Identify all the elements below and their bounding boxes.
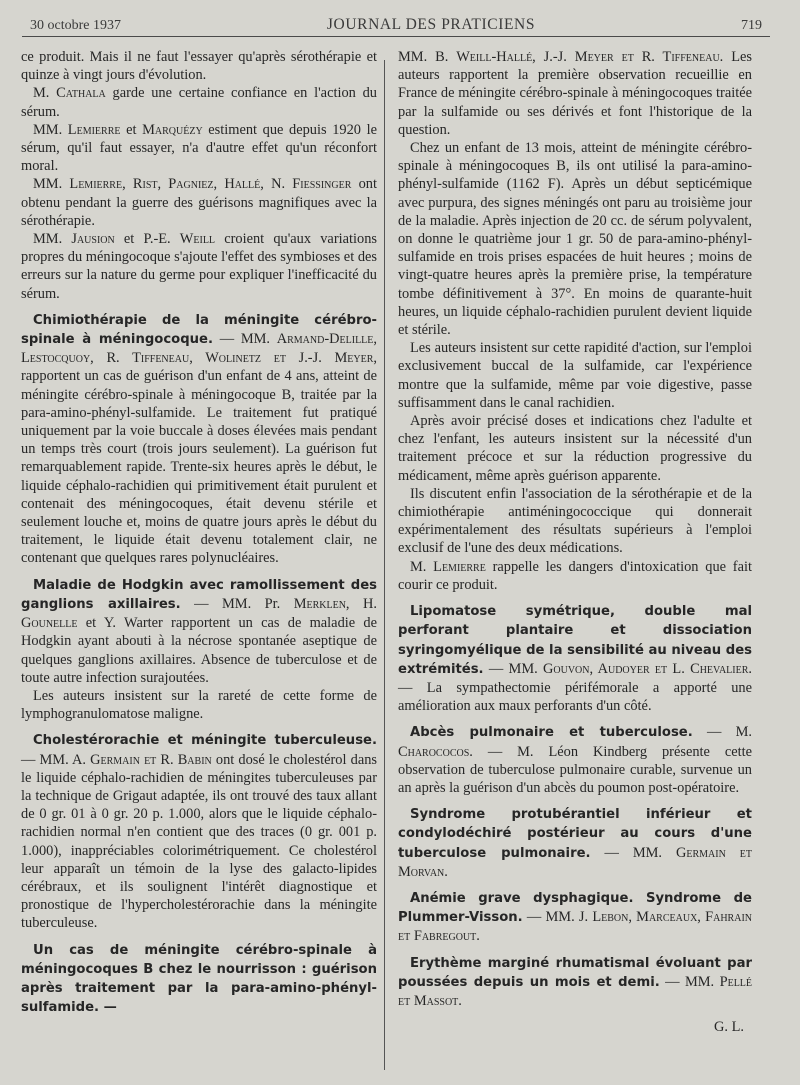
paragraph: MM. B. Weill-Hallé, J.-J. Meyer et R. Tiffeneau. Les auteurs rapportent la première observation recueillie en France de méningite cérébro-spinale à méningocoques traitée par la sulfamide ou ses dérivés et font l'historique de la question. [398,49,752,138]
article: Maladie de Hodgkin avec ramollissement des ganglions axillaires. — MM. Pr. Merklen, H. Gounelle et Y. Warter rapportent un cas de maladie de Hodgkin ayant abouti à la nécrose spontanée aseptique de quelques ganglions axillaires. Absence de tuberculose et de toute autre infection surajoutées. [21,577,377,686]
article-heading: Abcès pulmonaire et tuberculose. [410,725,693,741]
article: Anémie grave dysphagique. Syndrome de Plummer-Visson. — MM. J. Lebon, Marceaux, Fahrain et Fabregout. [398,890,752,945]
paragraph: MM. Lemierre, Rist, Pagniez, Hallé, N. Fiessinger ont obtenu pendant la guerre des guérisons magnifiques avec la sérothérapie. [21,176,377,229]
signature: G. L. [714,1019,744,1036]
header-date: 30 octobre 1937 [30,18,121,33]
paragraph: ce produit. Mais il ne faut l'essayer qu'après sérothérapie et quinze à vingt jours d'évolution. [21,49,377,84]
article-heading: Lipomatose symétrique, double mal perforant plantaire et dissociation syringomyélique de la sensibilité au niveau des extrémités. [398,604,752,677]
paragraph: MM. Jausion et P.-E. Weill croient qu'aux variations propres du méningocoque s'ajoute l'effet des symbioses et des erreurs sur la nature du germe pour expliquer l'inefficacité du sérum. [21,231,377,302]
right-column [398,48,752,1036]
paragraph: Chez un enfant de 13 mois, atteint de méningite cérébro-spinale à méningocoques B, ils ont utilisé la para-amino-phényl-sulfamide (1162 F). Après un début septicémique avec purpura, des signes méningés ont paru au troisième jour de la maladie. Après injection de 20 cc. de sérum polyvalent, on donne le quatrième jour 1 gr. 50 de para-amino-phényl-sulfamide en trois prises espacées de huit heures ; moins de vingt-quatre heures après la première prise, la température tombe définitivement à 37°. En moins de quarante-huit heures, un liquide céphalo-rachidien purulent devient liquide et stérile. [398,140,752,339]
article-heading: Un cas de méningite cérébro-spinale à méningocoques B chez le nourrisson : guérison après traitement par la para-amino-phényl-sulfamide. — [21,942,377,1016]
journal-title: JOURNAL DES PRATICIENS [326,16,536,33]
article: Erythème marginé rhumatismal évoluant par poussées depuis un mois et demi. — MM. Pellé et Massot. [398,955,753,1009]
paragraph: M. Cathala garde une certaine confiance en l'action du sérum. [21,85,377,120]
paragraph: Ils discutent enfin l'association de la sérothérapie et de la chimiothérapie antiméningococcique qui donnerait expérimentalement des résultats supérieurs à l'emploi exclusif de l'une des deux médications. [398,485,752,557]
article [21,941,377,1018]
paragraph: M. Lemierre rappelle les dangers d'intoxication que fait courir ce produit. [398,558,752,593]
paragraph: Les auteurs insistent sur cette rapidité d'action, sur l'emploi exclusivement buccal de la sulfamide, car l'expérience montre que la sulfamide, même par voie digestive, passe suffisamment dans le canal rachidien. [398,340,752,411]
article: Chimiothérapie de la méningite cérébro-spinale à méningocoque. — MM. Armand-Delille, Lestocquoy, R. Tiffeneau, Wolinetz et J.-J. Meyer, rapportent un cas de guérison d'un enfant de 4 ans, atteint de méningite cérébro-spinale à méningocoque B, traitée par la para-amino-phényl-sulfamide. Le traitement fut pratiqué uniquement par la voie buccale à doses élevées mais pendant un temps très court (trois jours seulement). La guérison fut remarquablement rapide. Trente-six heures après le début, le liquide céphalo-rachidien qui primitivement était purulent et contenait des méningocoques, était devenu stérile et seulement louche et, moins de quatre jours après le début du traitement, le liquide était devenu totalement clair, ne contenant que quelques rares polynucléaires. [21,312,377,567]
article-heading: Maladie de Hodgkin avec ramollissement des ganglions axillaires. [21,577,377,612]
article: Abcès pulmonaire et tuberculose. — M. Charococos. — M. Léon Kindberg présente cette observation de tuberculose pulmonaire curable, survenue un an après la guérison d'un abcès du poumon post-opératoire. [398,724,752,796]
column-divider [384,60,385,1070]
article-heading: Cholestérorachie et méningite tuberculeuse. [33,733,377,749]
paragraph: Après avoir précisé doses et indications chez l'adulte et chez l'enfant, les auteurs insistent sur la nécessité d'un traitement précoce et sur la réduction progressive du médicament, même après guérison apparente. [398,413,752,484]
article-heading: Erythème marginé rhumatismal évoluant par poussées depuis un mois et demi. [398,955,752,990]
article: Cholestérorachie et méningite tuberculeuse. — MM. A. Germain et R. Babin ont dosé le cholestérol dans le liquide céphalo-rachidien de méningites tuberculeuses par la technique de Grigaut adaptée, ils ont trouvé des taux allant de 0 gr. 01 à 0 gr. 20 p. 1.000, alors que le liquide céphalo-rachidien normal n'en contient que des traces (0 gr. 001 p. 1.000), inappréciables colorimétriquement. Ce cholestérol leur apparaît un témoin de la lyse des galacto-lipides cérébraux, et ils soulignent l'intérêt diagnostique et pronostique de l'hypercholestérorachie dans la méningite tuberculeuse. [21,733,377,932]
article-heading: Chimiothérapie de la méningite cérébro-spinale à méningocoque. [21,312,377,348]
left-column [21,48,377,1017]
article-heading: Anémie grave dysphagique. Syndrome de Plummer-Visson. [398,890,752,926]
paragraph: Les auteurs insistent sur la rareté de cette forme de lymphogranulomatose maligne. [21,687,377,723]
paragraph: MM. Lemierre et Marquézy estiment que depuis 1920 le sérum, qu'il faut essayer, n'a d'autre effet qu'un réconfort moral. [21,121,377,175]
article: Lipomatose symétrique, double mal perforant plantaire et dissociation syringomyélique de la sensibilité au niveau des extrémités. — MM. Gouvon, Audoyer et L. Chevalier. — La sympathectomie périfémorale a apporté une amélioration aux maux perforants d'un côté. [398,604,752,715]
header-rule [22,36,770,37]
article-heading: Syndrome protubérantiel inférieur et condylodéchiré postérieur au cours d'une tuberculose pulmonaire. [398,807,752,861]
page-header [30,10,762,34]
page-number: 719 [740,18,762,33]
article: Syndrome protubérantiel inférieur et condylodéchiré postérieur au cours d'une tuberculose pulmonaire. — MM. Germain et Morvan. [398,807,752,880]
